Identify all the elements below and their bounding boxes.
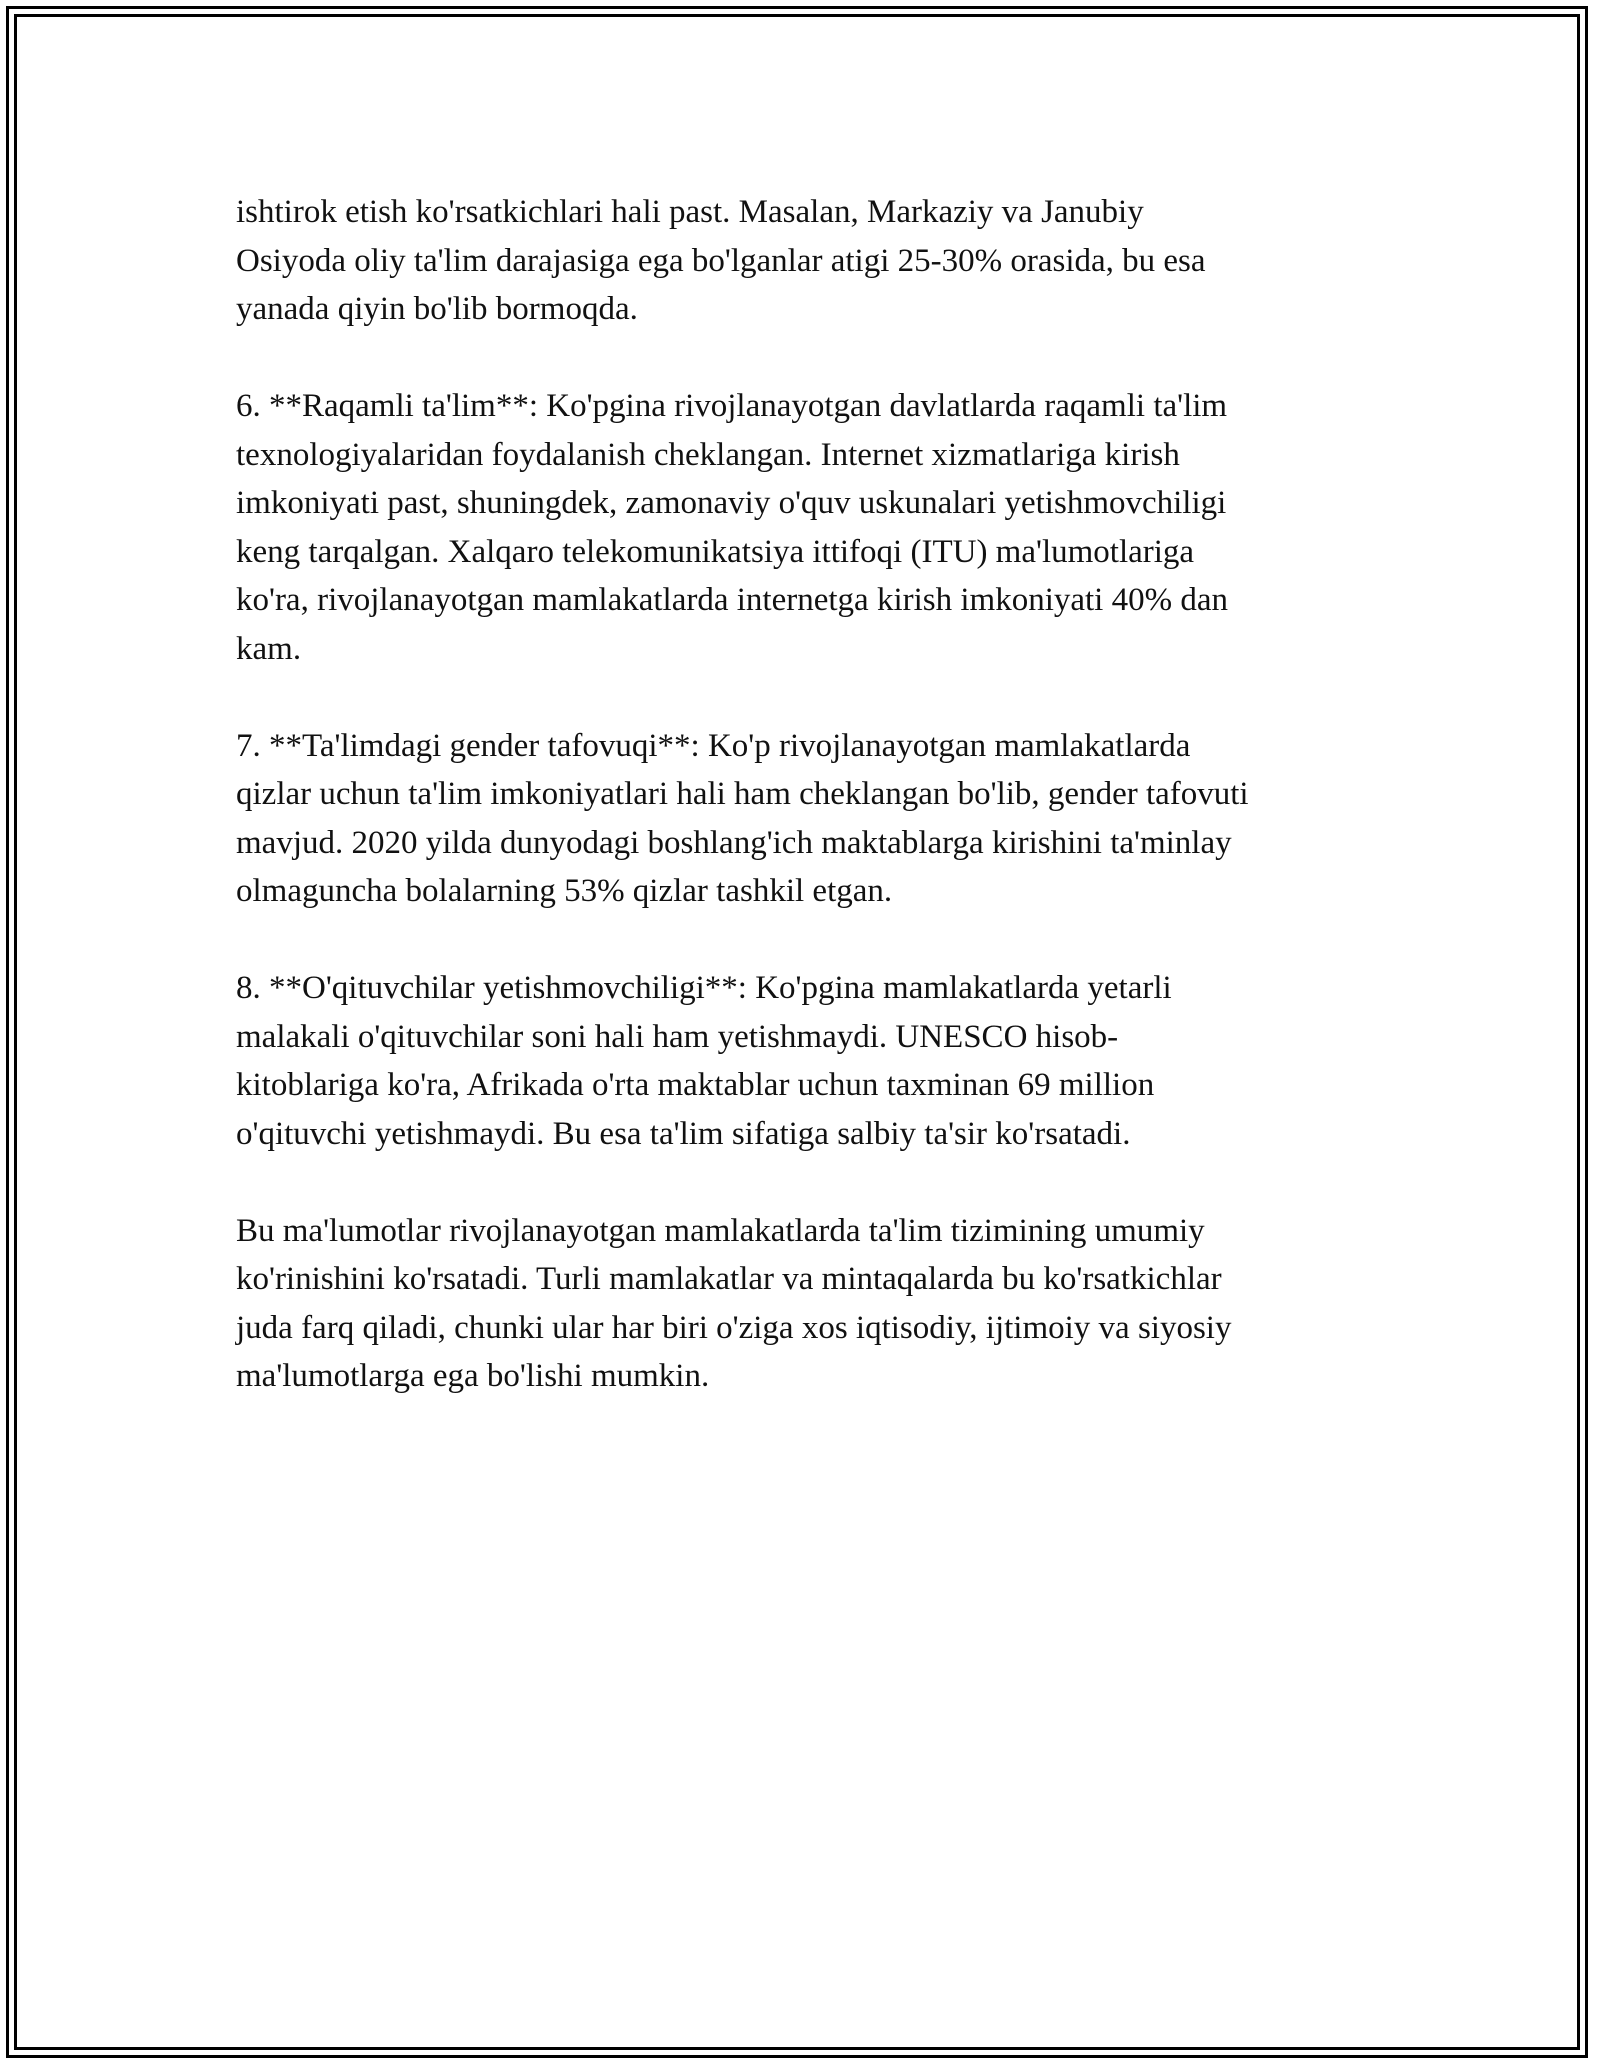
document-body — [236, 188, 1366, 1449]
paragraph-digital-education: 6. **Raqamli ta'lim**: Ko'pgina rivojlanayotgan davlatlarda raqamli ta'lim texnologiyalaridan foydalanish cheklangan. Internet xizmatlariga kirish imkoniyati past, shuningdek, zamonaviy o'quv uskunalari yetishmovchiligi keng tarqalgan. Xalqaro telekomunikatsiya ittifoqi (ITU) ma'lumotlariga ko'ra, rivojlanayotgan mamlakatlarda internetga kirish imkoniyati 40% dan kam. — [236, 388, 1228, 667]
paragraph-conclusion: Bu ma'lumotlar rivojlanayotgan mamlakatlarda ta'lim tizimining umumiy ko'rinishini ko'rsatadi. Turli mamlakatlar va mintaqalarda bu ko'rsatkichlar juda farq qiladi, chunki ular har biri o'ziga xos iqtisodiy, ijtimoiy va siyosiy ma'lumotlarga ega bo'lishi mumkin. — [236, 1212, 1232, 1394]
paragraph-gender-gap: 7. **Ta'limdagi gender tafovuqi**: Ko'p rivojlanayotgan mamlakatlarda qizlar uchun ta'lim imkoniyatlari hali ham cheklangan bo'lib, gender tafovuti mavjud. 2020 yilda dunyodagi boshlang'ich maktablarga kirishini ta'minlay olmaguncha bolalarning 53% qizlar tashkil etgan. — [236, 727, 1249, 909]
paragraph-continuation: ishtirok etish ko'rsatkichlari hali past. Masalan, Markaziy va Janubiy Osiyoda oliy ta'lim darajasiga ega bo'lganlar atigi 25-30% orasida, bu esa yanada qiyin bo'lib bormoqda. — [236, 194, 1206, 327]
paragraph-teacher-shortage: 8. **O'qituvchilar yetishmovchiligi**: Ko'pgina mamlakatlarda yetarli malakali o'qituvchilar soni hali ham yetishmaydi. UNESCO hisob- kitoblariga ko'ra, Afrikada o'rta maktablar uchun taxminan 69 million o'qituvchi yetishmaydi. Bu esa ta'lim sifatiga salbiy ta'sir ko'rsatadi. — [236, 970, 1172, 1152]
